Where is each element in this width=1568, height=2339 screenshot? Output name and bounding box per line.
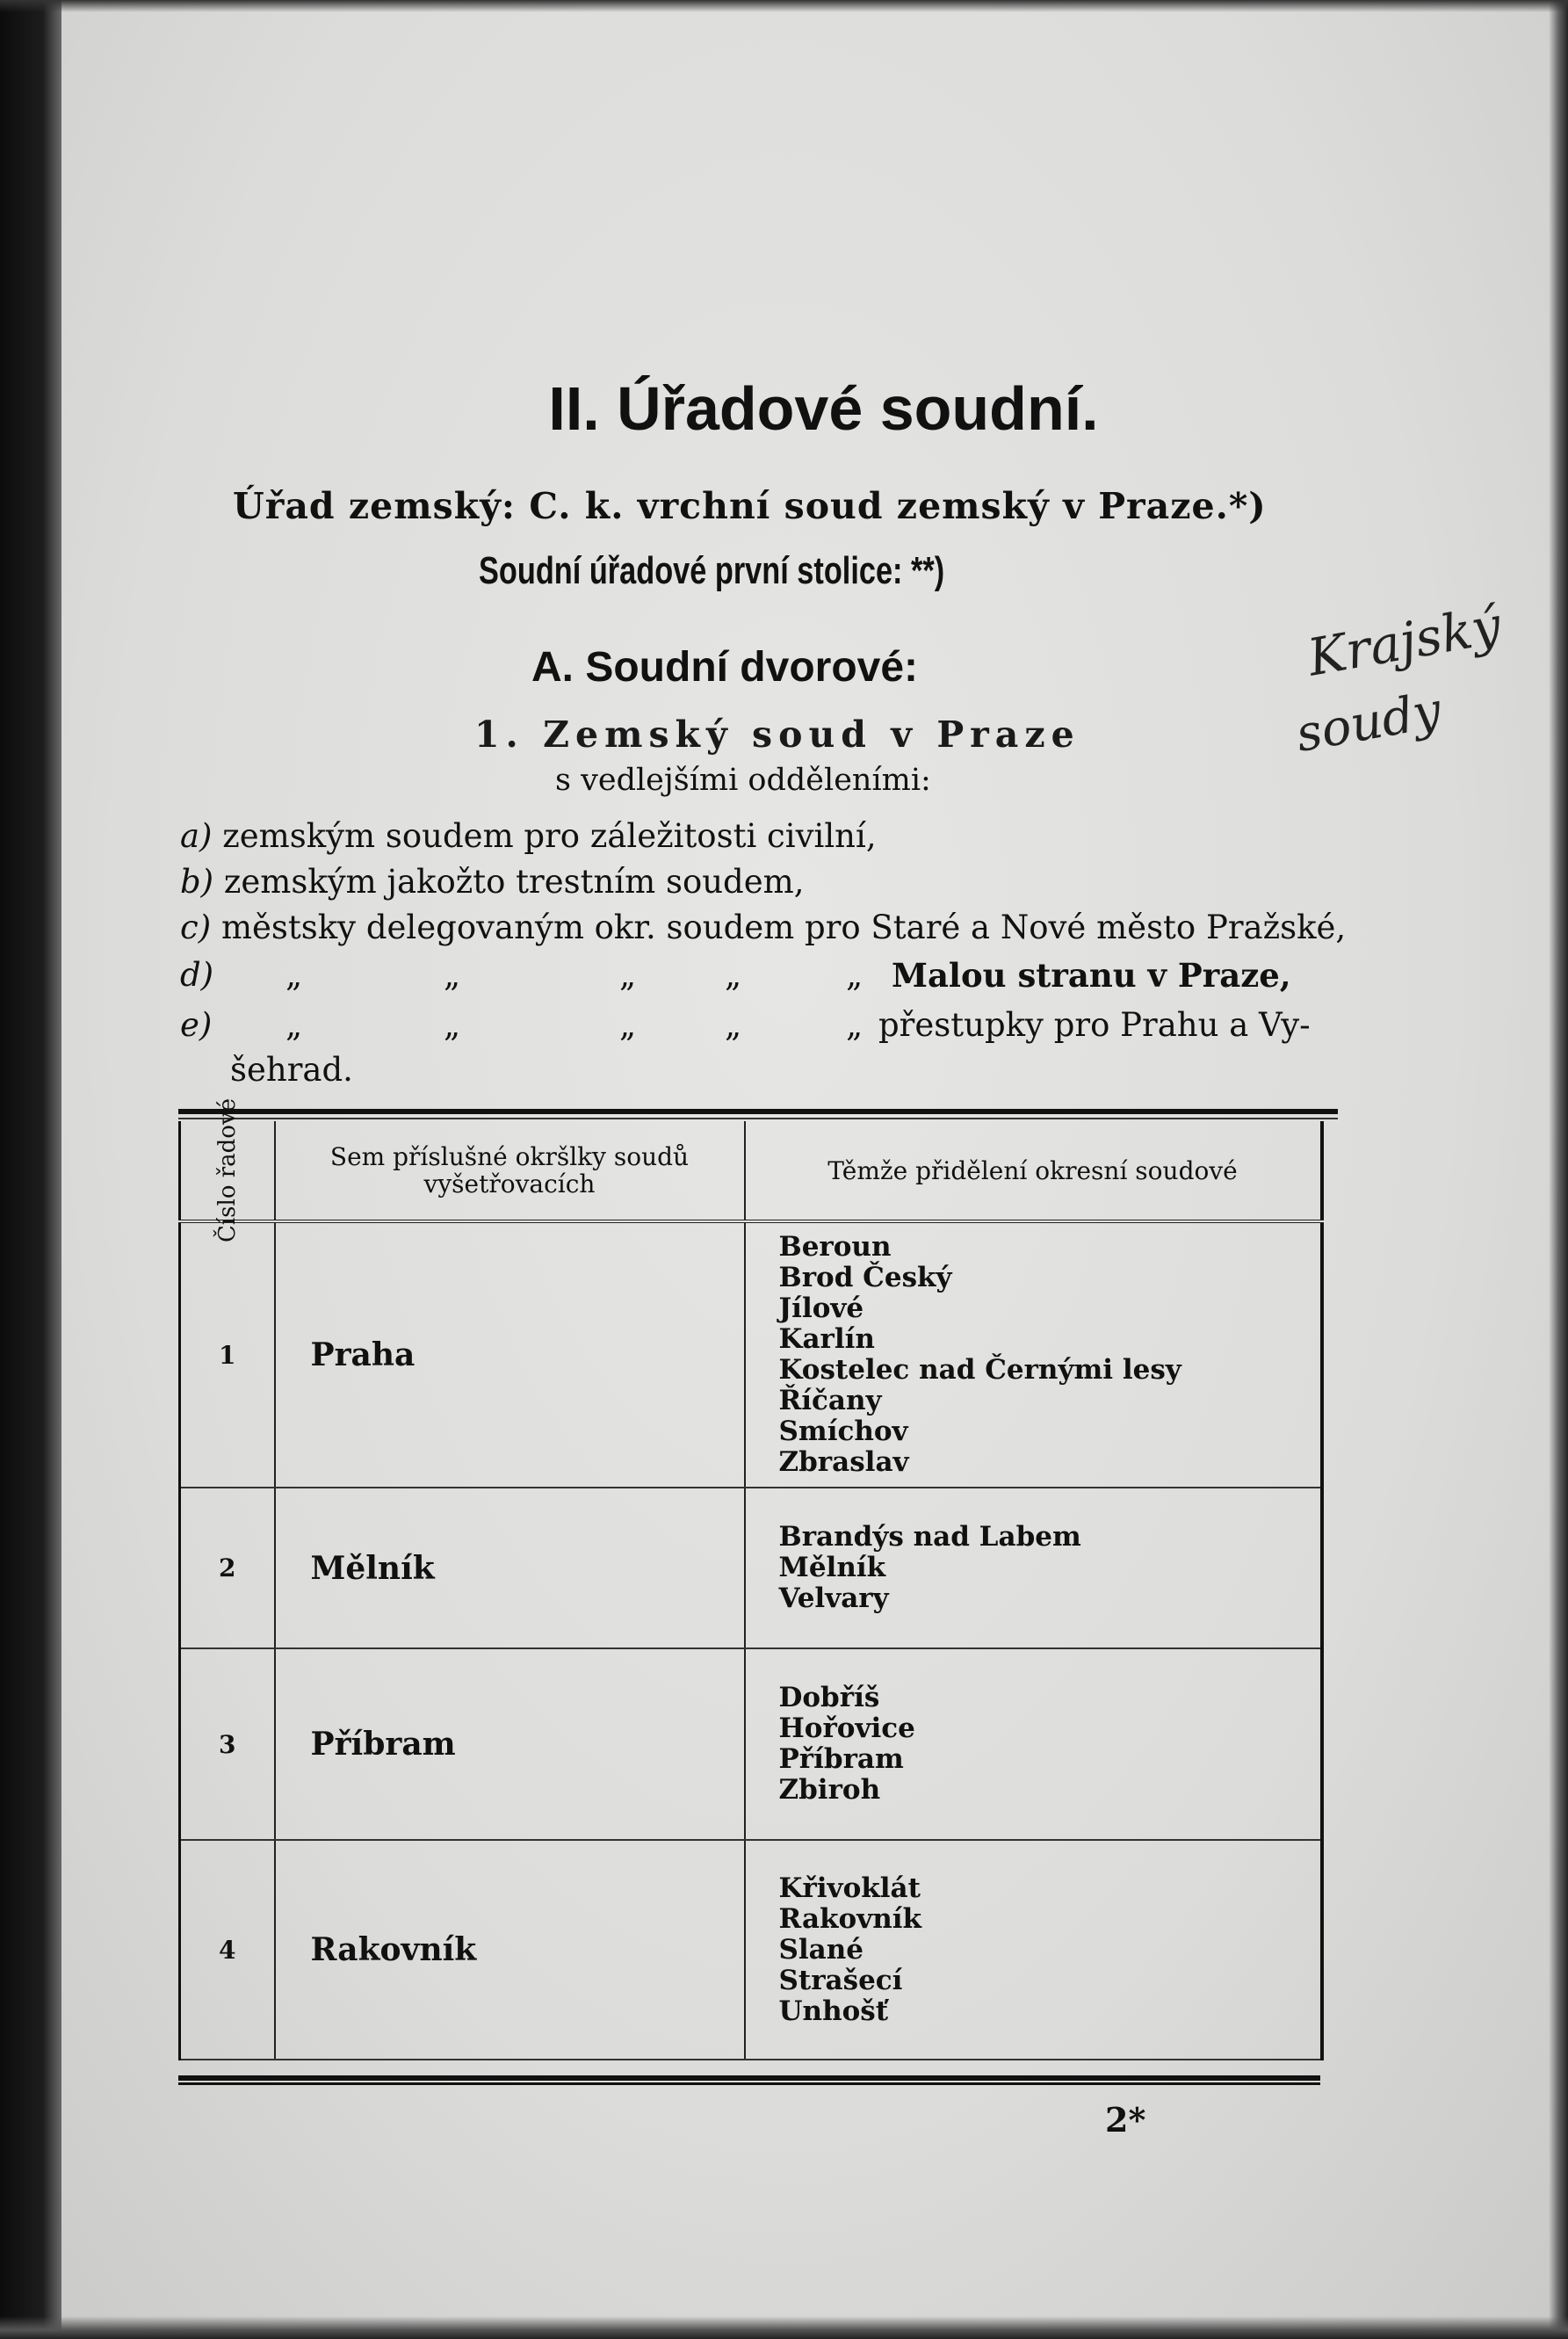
list-item-e: [180, 1006, 1340, 1048]
list-item-a: [180, 817, 877, 855]
court-name: Brod Český: [778, 1262, 952, 1293]
list-item-label: d): [180, 956, 214, 994]
list-item-b: [180, 863, 805, 901]
court-name: Strašecí: [778, 1964, 903, 1996]
table-row: [180, 1221, 1322, 1488]
list-item-text: přestupky pro Prahu a Vy-: [878, 1006, 1311, 1044]
list-item-c: [180, 909, 1346, 946]
court-subheading: s vedlejšími odděleními:: [555, 763, 931, 798]
row-seat: Mělník: [275, 1488, 745, 1648]
court-heading: 1. Zemský soud v Praze: [474, 713, 1080, 756]
ditto-mark: „: [285, 956, 303, 994]
court-table: [178, 1097, 1320, 2091]
court-name: Rakovník: [778, 1902, 922, 1935]
row-courts: [745, 1221, 1322, 1488]
list-item-d: [180, 956, 1340, 998]
court-table-grid: [178, 1097, 1324, 2060]
row-seat: Rakovník: [275, 1840, 745, 2060]
table-bottom-rule-thin: [178, 2082, 1320, 2085]
list-item-label: e): [180, 1006, 213, 1044]
ditto-mark: „: [846, 1006, 863, 1044]
list-item-text: zemským jakožto trestním soudem,: [223, 863, 805, 901]
page-number: 2*: [1105, 2100, 1146, 2140]
row-courts: [745, 1488, 1322, 1648]
page-top-edge: [0, 0, 1568, 12]
row-courts: [745, 1648, 1322, 1840]
court-name: Dobříš: [778, 1682, 880, 1713]
list-item-text: zemským soudem pro záležitosti civilní,: [222, 817, 877, 855]
first-instance-heading: Soudní úřadové první stolice: **): [479, 549, 945, 592]
table-top-rule: [178, 1109, 1338, 1114]
ditto-mark: „: [619, 1006, 637, 1044]
table-row: [180, 1488, 1322, 1648]
court-name: Zbiroh: [778, 1774, 881, 1806]
page-right-edge: [1549, 0, 1568, 2339]
court-name: Karlín: [778, 1323, 875, 1355]
row-seat: Praha: [275, 1221, 745, 1488]
higher-court-line: Úřad zemský: C. k. vrchní soud zemský v Praze.*): [233, 485, 1267, 527]
court-name: Říčany: [778, 1385, 882, 1416]
court-name: Velvary: [778, 1582, 889, 1614]
court-name: Zbraslav: [778, 1446, 909, 1478]
page-bottom-edge: [0, 2316, 1568, 2339]
header-seat: Sem příslušné okršlky soudů vyšetřovacích: [275, 1121, 745, 1221]
court-name: Smíchov: [778, 1416, 908, 1447]
row-seat: Příbram: [275, 1648, 745, 1840]
handwritten-note-1: Krajský: [1303, 595, 1506, 688]
handwritten-note-2: soudy: [1291, 682, 1446, 764]
ditto-mark: „: [846, 956, 863, 994]
court-name: Mělník: [778, 1552, 886, 1583]
list-item-text: Malou stranu v Praze,: [892, 956, 1291, 995]
row-number: 1: [180, 1221, 275, 1488]
court-name: Beroun: [778, 1231, 892, 1263]
row-number: 4: [180, 1840, 275, 2060]
list-item-label: c): [180, 909, 212, 946]
header-number: [180, 1097, 275, 1243]
book-spine-shadow: [0, 0, 61, 2339]
list-item-label: b): [180, 863, 214, 901]
list-item-label: a): [180, 817, 213, 855]
table-top-rule-thin: [178, 1118, 1338, 1119]
ditto-mark: „: [285, 1006, 303, 1044]
list-item-continuation: šehrad.: [230, 1051, 353, 1089]
header-number-label: Číslo řadové: [213, 1097, 241, 1243]
table-header-row: [180, 1121, 1322, 1221]
page-title: II. Úřadové soudní.: [548, 374, 1099, 443]
row-number: 3: [180, 1648, 275, 1840]
row-courts: [745, 1840, 1322, 2060]
ditto-mark: „: [725, 1006, 742, 1044]
ditto-mark: „: [725, 956, 742, 994]
court-name: Příbram: [778, 1743, 904, 1775]
ditto-mark: „: [444, 1006, 461, 1044]
row-number: 2: [180, 1488, 275, 1648]
ditto-mark: „: [619, 956, 637, 994]
court-name: Slané: [778, 1933, 864, 1966]
header-courts: Těmže přidělení okresní soudové: [745, 1121, 1322, 1221]
table-row: [180, 1648, 1322, 1840]
list-item-text: městsky delegovaným okr. soudem pro Staré a Nové město Pražské,: [220, 909, 1347, 946]
table-bottom-rule: [178, 2075, 1320, 2081]
court-name: Brandýs nad Labem: [778, 1521, 1081, 1553]
section-heading: A. Soudní dvorové:: [531, 644, 919, 691]
court-name: Unhošť: [778, 1995, 889, 2027]
ditto-mark: „: [444, 956, 461, 994]
court-name: Hořovice: [778, 1713, 915, 1744]
court-name: Kostelec nad Černými lesy: [778, 1354, 1181, 1386]
table-row: [180, 1840, 1322, 2060]
court-name: Jílové: [778, 1293, 864, 1324]
court-name: Křivoklát: [778, 1872, 921, 1904]
